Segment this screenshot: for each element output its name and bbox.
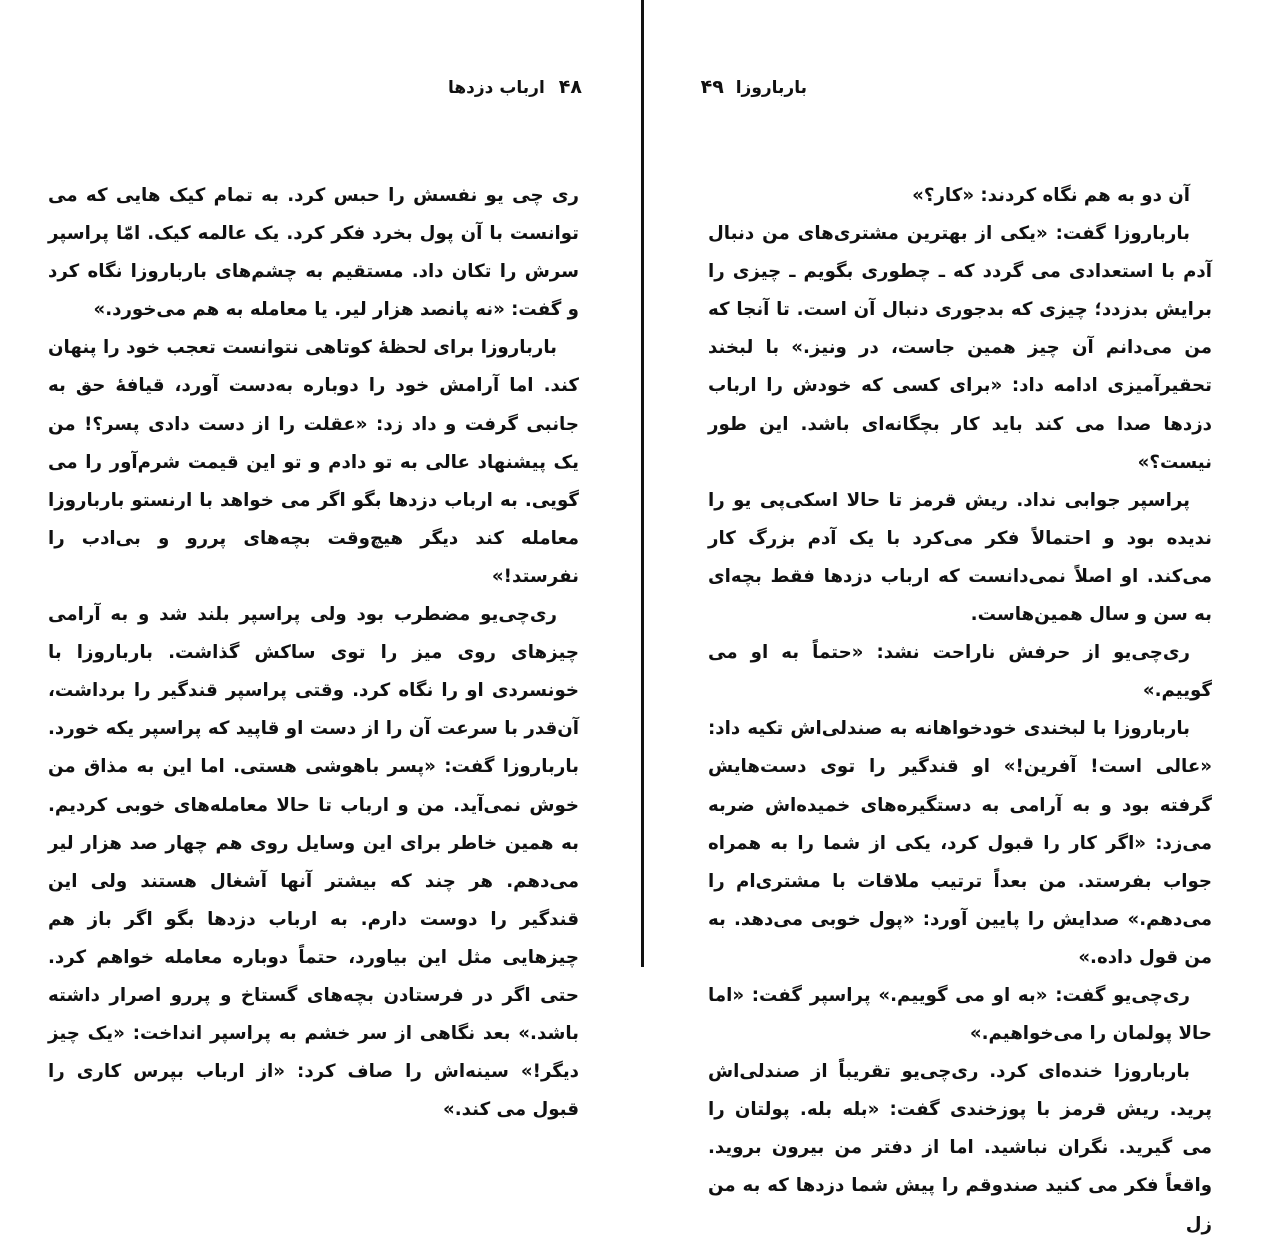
page-header bbox=[448, 76, 582, 98]
left-page bbox=[0, 0, 640, 1121]
page-number: ۴۹ bbox=[700, 76, 724, 98]
page-body bbox=[708, 177, 1212, 1244]
paragraph: پراسپر جوابی نداد. ریش قرمز تا حالا اسکی‌پی یو را ندیده بود و احتمالاً فکر می‌کرد با یک آدم بزرگ کار می‌کند. او اصلاً نمی‌دانست که ارباب دزدها فقط بچه‌ای به سن و سال همین‌هاست. bbox=[708, 489, 1212, 626]
page-header bbox=[687, 76, 807, 98]
paragraph: آن دو به هم نگاه کردند: «کار؟» bbox=[912, 185, 1190, 206]
paragraph: بارباروزا برای لحظهٔ کوتاهی نتوانست تعجب خود را پنهان کند. اما آرامش خود را دوباره به‌دست آورد، قیافهٔ حق به جانبی گرفت و داد زد: «عقلت را از دست دادی پسر؟! من یک پیشنهاد عالی به تو دادم و تو این قیمت شرم‌آور را می گویی. به ارباب دزدها بگو اگر می خواهد با ارنستو بارباروزا معامله کند دیگر هیچ‌وقت بچه‌های پررو و بی‌ادب را نفرستد!» bbox=[48, 337, 579, 587]
paragraph: ری‌چی‌یو از حرفش ناراحت نشد: «حتماً به او می گوییم.» bbox=[708, 642, 1212, 702]
paragraph: ری چی یو نفسش را حبس کرد. به تمام کیک هایی که می توانست با آن پول بخرد فکر کرد. یک عالمه کیک. امّا پراسپر سرش را تکان داد. مستقیم به چشم‌های بارباروزا نگاه کرد و گفت: «نه پانصد هزار لیر. یا معامله به هم می‌خورد.» bbox=[48, 185, 579, 321]
paragraph: بارباروزا گفت: «یکی از بهترین مشتری‌های من دنبال آدم با استعدادی می گردد که ـ چطوری بگویم ـ چیزی را برایش بدزدد؛ چیزی که بدجوری دنبال آن است. تا آنجا که من می‌دانم آن چیز همین جاست، در ونیز.» با لبخند تحقیرآمیزی ادامه داد: «برای کسی که خودش را ارباب دزدها صدا می کند باید کار بچگانه‌ای باشد. این طور نیست؟» bbox=[708, 223, 1212, 473]
running-head: ارباب دزدها bbox=[448, 78, 545, 98]
paragraph: بارباروزا با لبخندی خودخواهانه به صندلی‌اش تکیه داد: «عالی است! آفرین!» او قندگیر را توی دست‌هایش گرفته بود و به آرامی به دستگیره‌های خمیده‌اش ضربه می‌زد: «اگر کار را قبول کرد، یکی از شما را به همراه جواب بفرستد. من بعداً ترتیب ملاقات با مشتری‌ام را می‌دهم.» صدایش را پایین آورد: «پول خوبی می‌دهد. به من قول داده.» bbox=[708, 718, 1212, 968]
right-page bbox=[648, 0, 1287, 1235]
paragraph: ری‌چی‌یو گفت: «به او می گوییم.» پراسپر گفت: «اما حالا پولمان را می‌خواهیم.» bbox=[708, 984, 1212, 1045]
page-number: ۴۸ bbox=[558, 76, 582, 98]
paragraph: بارباروزا خنده‌ای کرد. ری‌چی‌یو تقریباً از صندلی‌اش پرید. ریش قرمز با پوزخندی گفت: «بله بله. پولتان را می گیرید. نگران نباشید. اما از دفتر من بیرون بروید. واقعاً فکر می کنید صندوقم را پیش شما دزدها که به من زل bbox=[708, 1061, 1212, 1235]
page-body bbox=[48, 177, 579, 1129]
book-gutter bbox=[641, 0, 644, 967]
running-head: بارباروزا bbox=[735, 78, 807, 98]
paragraph: ری‌چی‌یو مضطرب بود ولی پراسپر بلند شد و به آرامی چیزهای روی میز را توی ساکش گذاشت. بارباروزا با خونسردی او را نگاه کرد. وقتی پراسپر قندگیر را برداشت، آن‌قدر با سرعت آن را از دست او قاپید که پراسپر یکه خورد. بارباروزا گفت: «پسر باهوشی هستی. اما این به مذاق من خوش نمی‌آید. من و ارباب تا حالا معامله‌های خوبی کردیم. به همین خاطر برای این وسایل روی هم چهار صد هزار لیر می‌دهم. هر چند که بیشتر آنها آشغال هستند ولی این قندگیر را دوست دارم. به ارباب دزدها بگو اگر باز هم چیزهایی مثل این بیاورد، حتماً دوباره معامله خواهم کرد. حتی اگر در فرستادن بچه‌های گستاخ و پررو اصرار داشته باشد.» بعد نگاهی از سر خشم به پراسپر انداخت: «یک چیز دیگر!» سینه‌اش را صاف کرد: «از ارباب بپرس کاری را قبول می کند.» bbox=[48, 604, 579, 1121]
